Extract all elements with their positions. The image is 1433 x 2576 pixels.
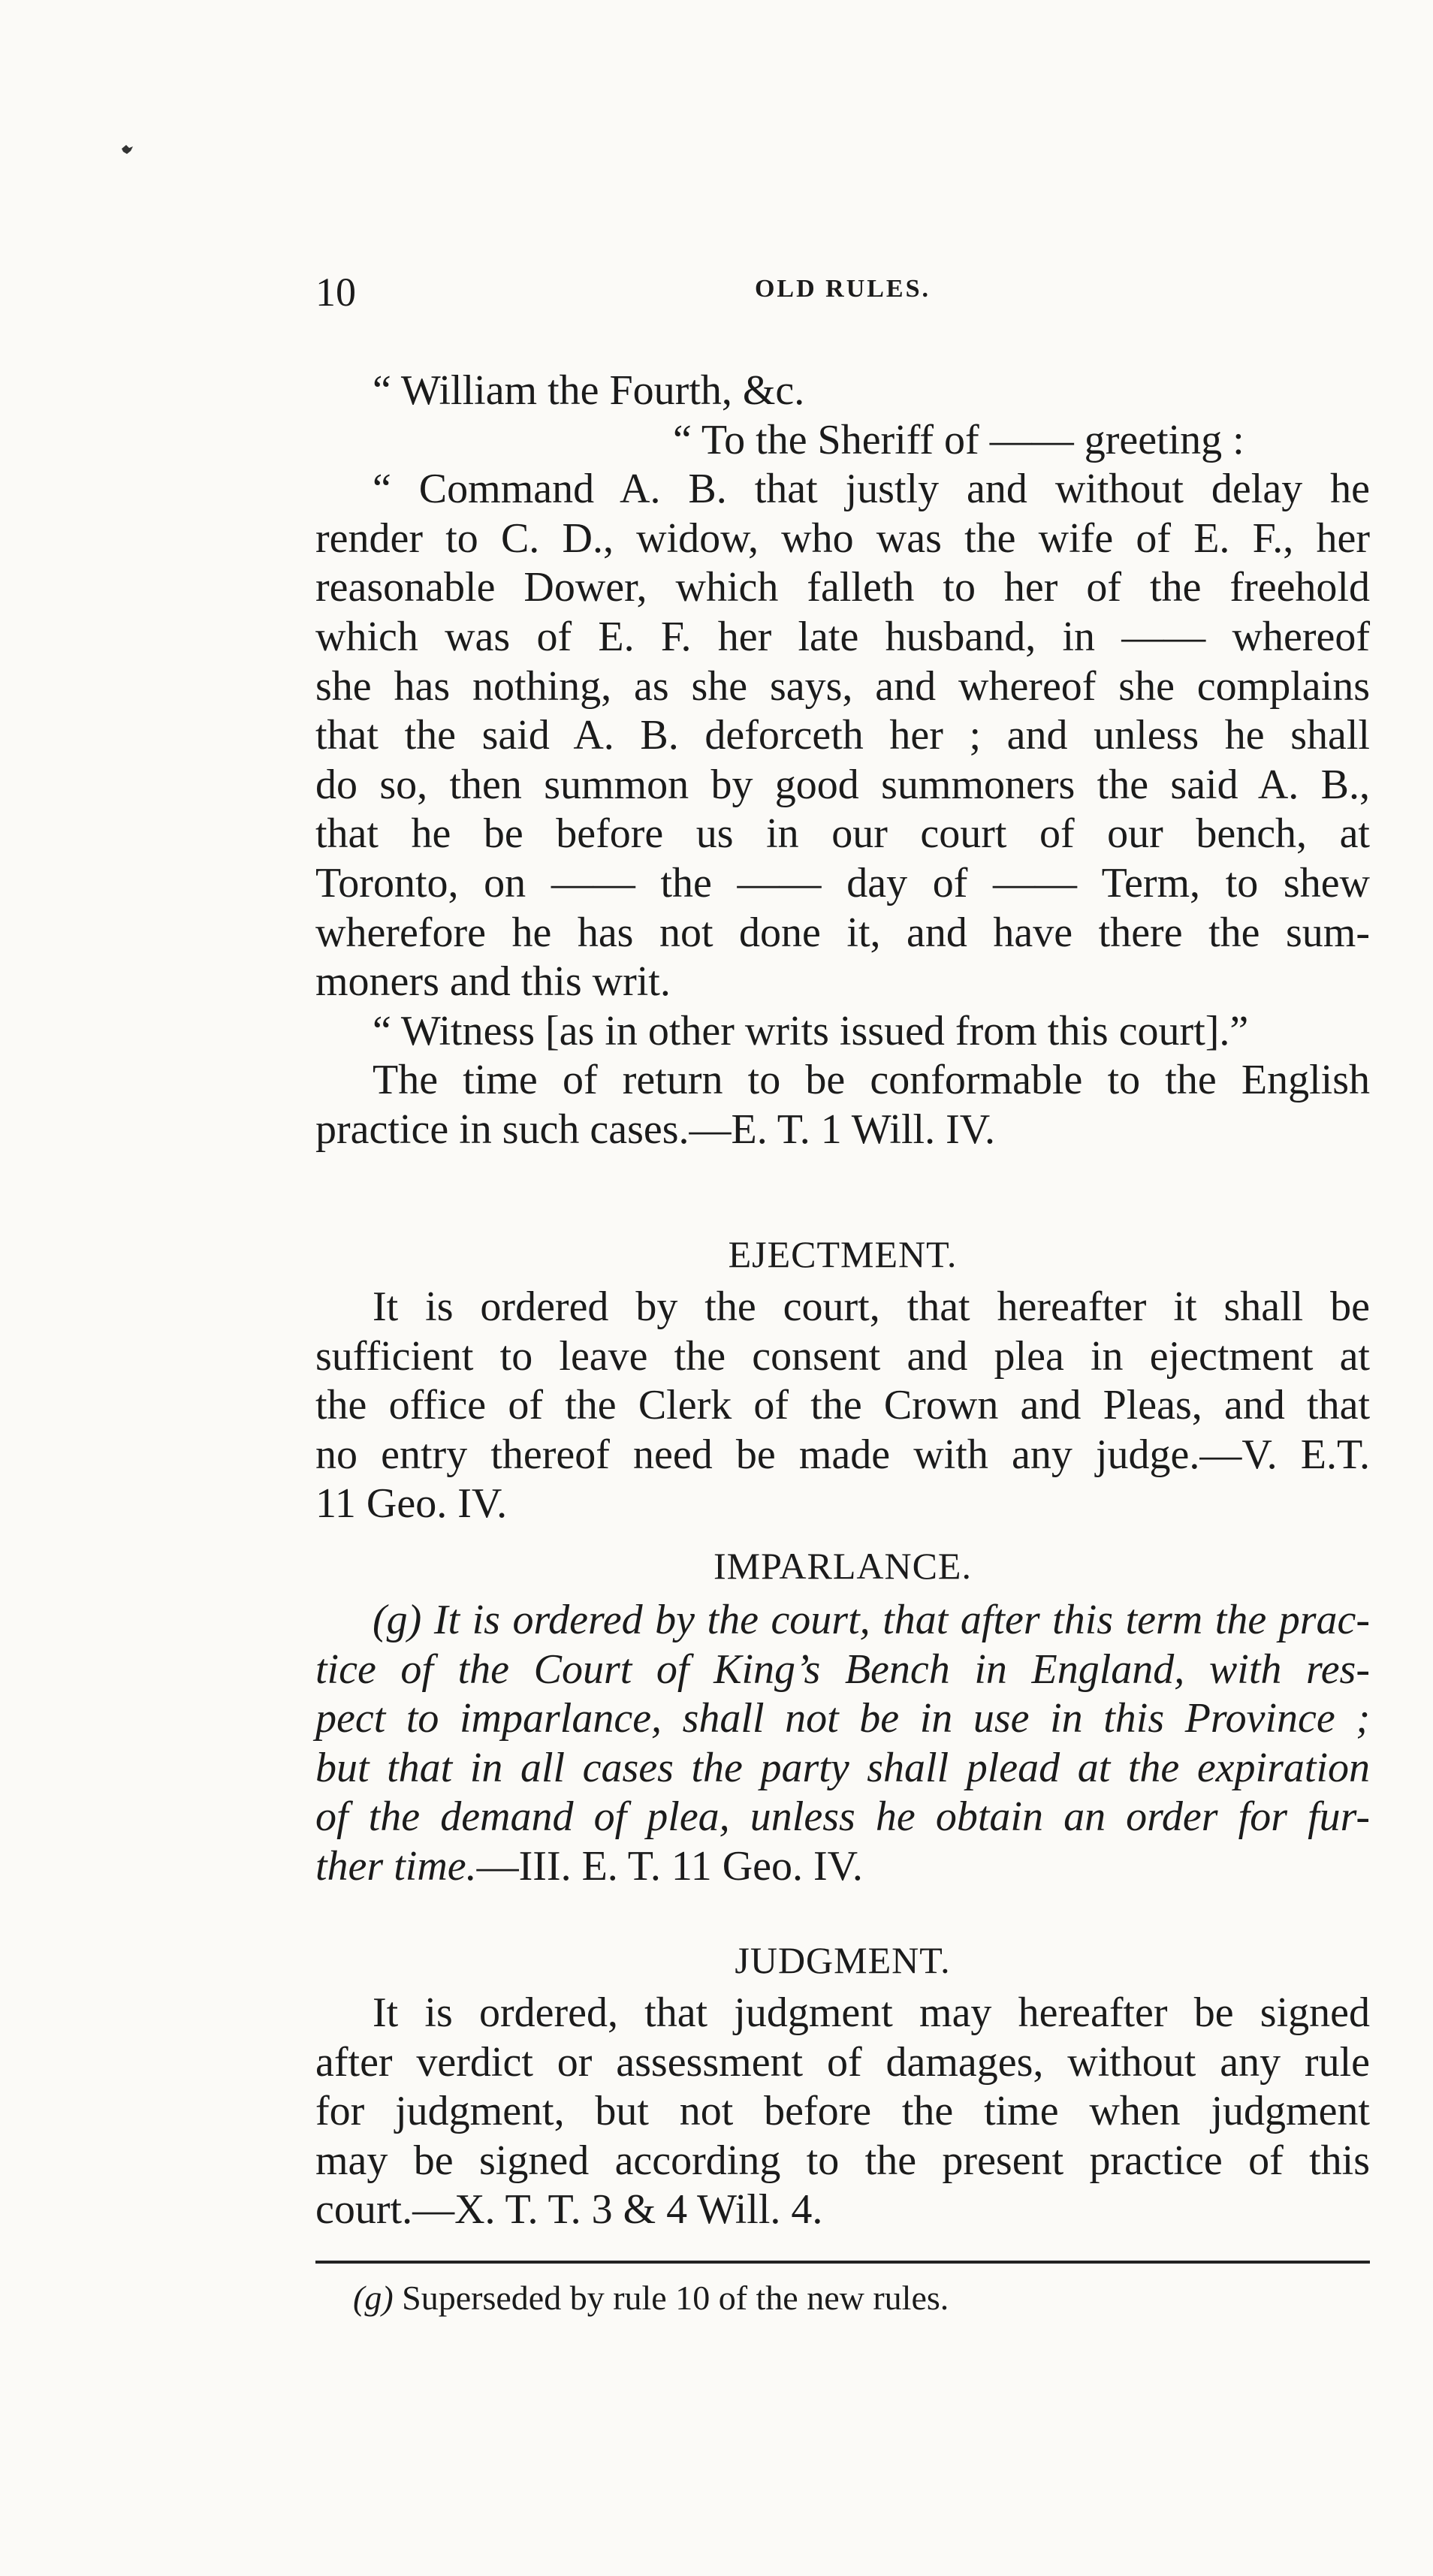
judgment-heading: JUDGMENT. <box>735 1939 951 1981</box>
imparlance-section <box>315 1596 1370 1892</box>
writ-return-line: The time of return to be conformable to the English <box>373 1057 1370 1104</box>
judgment-line: may be signed according to the present practice of this <box>315 2137 1370 2184</box>
writ-section <box>315 366 1370 1155</box>
writ-line: reasonable Dower, which falleth to her of the freehold <box>315 564 1370 611</box>
imparlance-last-line <box>315 1842 1370 1892</box>
footnote <box>353 2276 1370 2321</box>
running-title: OLD RULES. <box>754 275 931 303</box>
imparlance-line: of the demand of plea, unless he obtain an order for fur- <box>315 1793 1370 1841</box>
imparlance-line: tice of the Court of King’s Bench in England, with res- <box>315 1645 1370 1693</box>
writ-line: that he be before us in our court of our bench, at <box>315 810 1370 858</box>
page-number: 10 <box>315 270 356 315</box>
writ-line: do so, then summon by good summoners the said A. B., <box>315 761 1370 808</box>
writ-line: render to C. D., widow, who was the wife of E. F., her <box>315 514 1370 562</box>
writ-line: moners and this writ. <box>315 958 671 1006</box>
judgment-line: It is ordered, that judgment may hereafter be signed <box>373 1989 1370 2036</box>
writ-return-line: practice in such cases.—E. T. 1 Will. IV. <box>315 1106 995 1153</box>
writ-witness: “ Witness [as in other writs issued from this court].” <box>373 1007 1249 1054</box>
imparlance-line: (g) It is ordered by the court, that after this term the prac- <box>373 1597 1370 1643</box>
imparlance-citation: —III. E. T. 11 Geo. IV. <box>476 1842 863 1890</box>
ink-speck <box>120 144 134 155</box>
judgment-line: after verdict or assessment of damages, without any rule <box>315 2038 1370 2086</box>
running-head <box>315 269 1370 314</box>
imparlance-heading: IMPARLANCE. <box>713 1545 972 1587</box>
judgment-line: court.—X. T. T. 3 & 4 Will. 4. <box>315 2186 823 2234</box>
judgment-section <box>315 1989 1370 2235</box>
ejectment-line: no entry thereof need be made with any judge.—V. E.T. <box>315 1431 1370 1478</box>
judgment-line: for judgment, but not before the time when judgment <box>315 2088 1370 2135</box>
ejectment-line: sufficient to leave the consent and plea in ejectment at <box>315 1332 1370 1380</box>
writ-line: wherefore he has not done it, and have there the sum- <box>315 909 1370 956</box>
ejectment-line: the office of the Clerk of the Crown and Pleas, and that <box>315 1382 1370 1429</box>
writ-line: “ Command A. B. that justly and without delay he <box>373 466 1370 513</box>
ejectment-line: It is ordered by the court, that hereafter it shall be <box>373 1283 1370 1330</box>
writ-line: that the said A. B. deforceth her ; and unless he shall <box>315 712 1370 759</box>
imparlance-line: but that in all cases the party shall plead at the expiration <box>315 1744 1370 1791</box>
writ-line: Toronto, on —— the —— day of —— Term, to shew <box>315 859 1370 906</box>
footnote-marker: (g) <box>353 2279 394 2317</box>
ejectment-line: 11 Geo. IV. <box>315 1480 508 1528</box>
writ-opening: “ William the Fourth, &c. <box>373 367 805 414</box>
footnote-text: Superseded by rule 10 of the new rules. <box>402 2279 949 2317</box>
ejectment-heading: EJECTMENT. <box>728 1233 958 1275</box>
writ-address: “ To the Sheriff of —— greeting : <box>673 416 1244 463</box>
footnote-divider <box>315 2261 1370 2264</box>
ejectment-section <box>315 1283 1370 1529</box>
imparlance-line: pect to imparlance, shall not be in use in this Province ; <box>315 1695 1370 1742</box>
writ-line: she has nothing, as she says, and whereof she complains <box>315 662 1370 710</box>
writ-line: which was of E. F. her late husband, in —— whereof <box>315 613 1370 660</box>
imparlance-line: ther time. <box>315 1842 477 1890</box>
